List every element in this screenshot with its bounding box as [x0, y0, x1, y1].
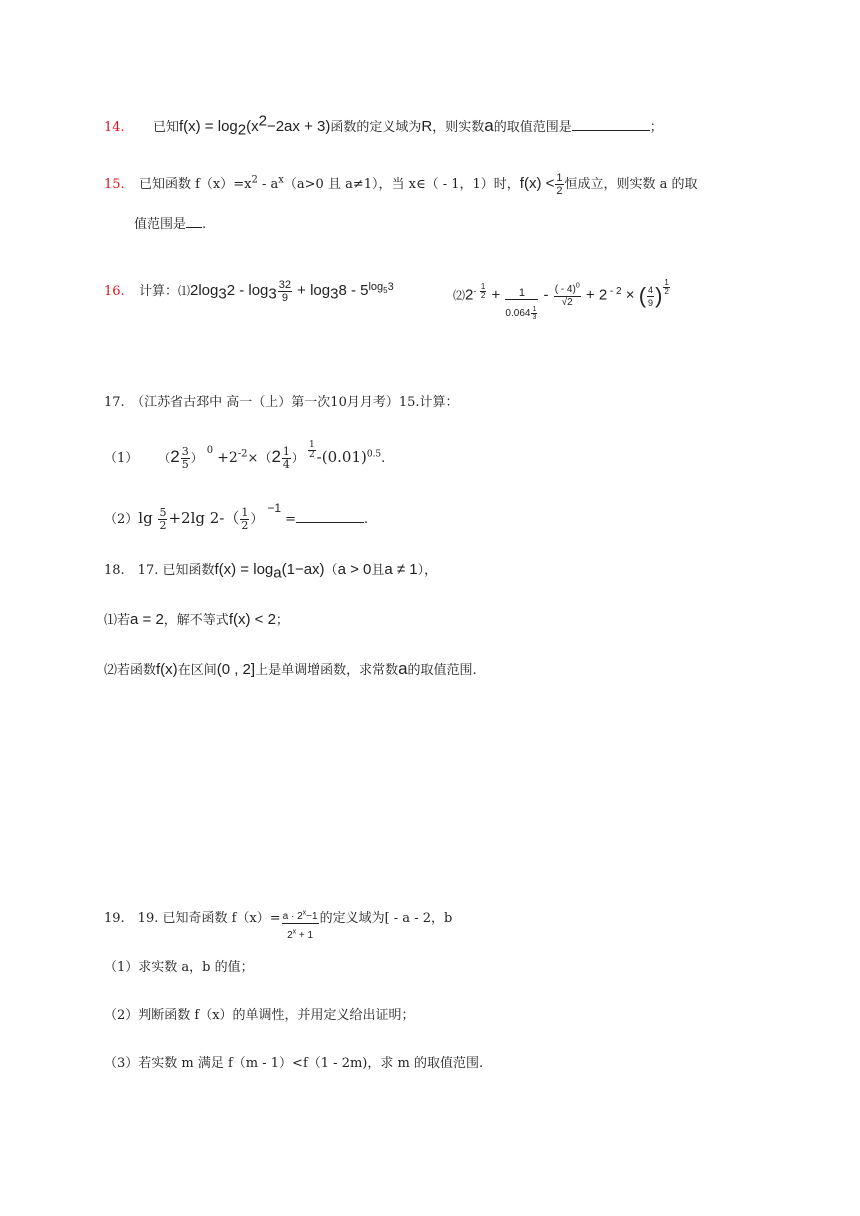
- q14-arg2: −2ax + 3): [266, 118, 331, 135]
- q18-sub1: [104, 610, 289, 631]
- q15-frac-num: 1: [556, 172, 563, 184]
- q17-a12n: 1: [308, 440, 315, 450]
- q14-R: R: [421, 118, 433, 135]
- q17-frac-a3: [181, 446, 190, 471]
- q17-b8: .: [363, 512, 369, 527]
- q14-a: a: [484, 116, 494, 135]
- q16-plus: +: [487, 286, 505, 304]
- q18-s2b: f(x): [156, 661, 178, 678]
- q17-part2-label: （2）: [104, 512, 139, 527]
- q18-s1e: ；: [275, 613, 289, 628]
- q17-a2: 2: [170, 447, 180, 466]
- q18-base: a: [273, 564, 282, 582]
- q14-line: [104, 112, 663, 139]
- q16-e2i: ×: [621, 286, 639, 304]
- q19-sub2: （2）判断函数 f（x）的单调性，并用定义给出证明；: [104, 1008, 415, 1023]
- q18-s2e: 上是单调增函数，求常数: [255, 663, 399, 678]
- q17-a10n: 1: [282, 445, 290, 458]
- q16-e1f: 3: [330, 285, 339, 303]
- q18-s1c: ，解不等式: [163, 613, 229, 628]
- q17-a1: （: [158, 451, 171, 465]
- q18-fx: f(x) = log: [214, 561, 274, 578]
- q18-cond2: a > 0: [337, 561, 372, 578]
- q19-line: [104, 903, 453, 941]
- q16-e1-fraction: [278, 279, 292, 304]
- q14-exp: 2: [258, 112, 267, 130]
- q16-e2-frac2: [554, 284, 581, 309]
- q16-e2jn: 4: [648, 284, 654, 295]
- q16-number: 16.: [104, 284, 125, 299]
- q16-e2en: 1: [480, 282, 486, 292]
- q16-e2a: 2: [465, 286, 474, 304]
- q16-e2jd: 9: [648, 297, 654, 308]
- q16-line: [104, 279, 394, 304]
- q16-e1d: 3: [268, 285, 277, 303]
- q16-e1i: 5: [383, 285, 388, 295]
- q15-text-2: 值范围是: [134, 217, 187, 232]
- q14-mid: 函数的定义域为: [330, 120, 422, 135]
- q16-e2-frac1: [505, 287, 538, 321]
- q15-text-b: - a: [257, 177, 279, 192]
- q18-s2d: (0 , 2]: [216, 661, 256, 678]
- q16-e1h: log: [368, 280, 384, 293]
- q17-part1: [104, 440, 386, 471]
- q14-post: 的取值范围是: [493, 120, 572, 135]
- q16-e1e: + log: [293, 282, 331, 299]
- q15-text-c: （a>0 且 a≠1），当 x∈（ - 1，1）时，: [283, 177, 520, 192]
- q16-e2-frac3: [647, 284, 654, 309]
- q19-fraction: [282, 911, 319, 942]
- q18-head: 18. 17. 已知函数: [104, 563, 215, 578]
- q17-a9: 2: [271, 447, 281, 466]
- q19-den1: 2: [287, 930, 293, 941]
- q17-a7: -2: [237, 448, 248, 460]
- q17-a15: .: [381, 451, 386, 466]
- q17-a6: +2: [217, 450, 238, 466]
- q15-fraction: [555, 172, 563, 197]
- q19-den2: + 1: [296, 930, 314, 941]
- q16-e1j: 3: [387, 280, 394, 293]
- q17-frac-b4: [240, 507, 249, 532]
- q16-e2kd: 2: [664, 287, 669, 296]
- q17-b6: −1: [267, 500, 282, 515]
- q15-answer-blank: [186, 227, 202, 228]
- q16-e2gns: 0: [575, 282, 580, 290]
- q18-cond5: ），: [417, 563, 438, 578]
- q15-frac-den: 2: [556, 185, 563, 197]
- q15-line1: [104, 172, 698, 197]
- q16-e1-frac-num: 32: [278, 279, 291, 291]
- q14-fx: f(x) = log: [178, 118, 238, 135]
- q19-nsup: x: [302, 909, 307, 917]
- q17-frac-b2: [158, 507, 167, 532]
- q19-tail: 的定义域为[ - a - 2，b: [319, 911, 453, 926]
- q15-line2-end: .: [202, 217, 207, 232]
- q16-e1-frac-den: 9: [281, 292, 288, 304]
- q16-e1g: 8 - 5: [338, 282, 369, 299]
- q14-base: 2: [237, 121, 247, 139]
- q16-e2ed: 2: [480, 291, 486, 301]
- q17-a8: ×（: [247, 451, 272, 466]
- q19-sub3: （3）若实数 m 满足 f（m - 1）<f（1 - 2m)，求 m 的取值范围.: [104, 1056, 484, 1071]
- q17-b1: lg: [138, 509, 158, 527]
- q18-cond3: 且: [371, 563, 385, 578]
- q14-answer-blank: [572, 130, 650, 131]
- q17-b2n: 5: [159, 506, 167, 519]
- q16-e2hs: - 2: [607, 286, 622, 298]
- q18-cond1: （: [324, 563, 338, 578]
- q19-num1: a · 2: [282, 911, 303, 922]
- q17-part1-label: （1）: [104, 451, 139, 466]
- q18-s2c: 在区间: [177, 663, 217, 678]
- q14-end: ；: [649, 120, 663, 135]
- q18-s2g: 的取值范围.: [407, 663, 477, 678]
- q17-a5: 0: [206, 444, 214, 456]
- q17-a14: 0.5: [366, 449, 382, 460]
- q18-cond4: a ≠ 1: [384, 561, 418, 578]
- q17-b3: +2lg 2-（: [168, 509, 240, 527]
- q14-prefix: 已知: [152, 120, 179, 135]
- q16-e2fdn: 1: [532, 306, 537, 313]
- q17-answer-blank: [296, 522, 364, 523]
- q16-e1c: 2 - log: [226, 282, 269, 299]
- q19-num2: −1: [306, 911, 318, 922]
- q16-e2fn: 1: [505, 287, 538, 300]
- q16-e2exp: -: [473, 286, 479, 297]
- q16-e2kn: 1: [664, 278, 669, 287]
- q17-frac-a10: [282, 446, 291, 471]
- q18-s2a: ⑵若函数: [104, 663, 157, 678]
- q16-part2: $⑵2^{- \frac{1}{2}}$ + 1 0.064 $\frac{1}{3}$ - $\frac{( - 4)^0}{√2}$ + 2 $^{- 2}$ × ( $\frac{4}{9}$ ) $^{\frac{1}{2}}$: [453, 278, 669, 321]
- q14-number: 14.: [104, 120, 125, 135]
- q15-text-a: 已知函数 f（x）=x: [138, 177, 252, 192]
- q16-part2-label: ⑵: [453, 288, 466, 303]
- q15-ineq: f(x) <: [519, 175, 555, 192]
- q16-e2fdd: 3: [532, 314, 537, 321]
- q16-label: 计算：: [138, 284, 178, 299]
- q17-b7: =: [285, 512, 296, 527]
- q17-a11: ）: [291, 451, 304, 465]
- q17-b4n: 1: [241, 506, 249, 519]
- q17-a12d: 2: [308, 450, 315, 460]
- q17-b4d: 2: [241, 519, 249, 532]
- q15-sup2: x: [278, 174, 284, 186]
- q17-title: 17. （江苏省古邳中 高一（上）第一次10月月考）15.计算：: [104, 395, 459, 410]
- q17-b5: ）: [250, 512, 264, 527]
- q16-part1-label: ⑴: [177, 284, 190, 298]
- q18-sub2: [104, 659, 477, 681]
- q17-a10d: 4: [282, 458, 290, 471]
- q17-part2: [104, 500, 369, 532]
- q18-s1b: a = 2: [130, 611, 164, 628]
- q17-a13: -(0.01): [316, 448, 367, 466]
- q19-sub1: （1）求实数 a，b 的值；: [104, 960, 254, 975]
- q16-e1a: 2log: [190, 282, 219, 299]
- q18-s1d: f(x) < 2: [228, 611, 276, 628]
- q17-a3n: 3: [181, 445, 189, 458]
- q16-e1b: 3: [218, 285, 227, 303]
- q15-line2: [134, 215, 206, 235]
- q14-mid2: ，则实数: [432, 120, 485, 135]
- q18-arg: (1−ax): [281, 561, 325, 578]
- q18-s2f: a: [398, 659, 408, 678]
- q17-b2d: 2: [159, 519, 167, 532]
- q19-dsup: x: [292, 928, 297, 936]
- q15-text-d: 恒成立，则实数 a 的取: [564, 177, 698, 192]
- q14-arg1: (x: [246, 118, 259, 135]
- q16-e2gn: ( - 4): [554, 283, 576, 295]
- q15-number: 15.: [104, 177, 125, 192]
- q16-e2gd: √2: [561, 296, 573, 308]
- q18-line: [104, 560, 437, 581]
- q19-head: 19. 19. 已知奇函数 f（x）=: [104, 911, 281, 926]
- q18-s1a: ⑴若: [104, 613, 131, 628]
- q15-sup1: 2: [251, 174, 258, 186]
- q16-minus: -: [539, 286, 553, 304]
- q16-e2fd: 0.064: [505, 308, 531, 320]
- q16-e2h: + 2: [581, 286, 608, 304]
- q17-a3d: 5: [181, 458, 189, 471]
- q17-a4: ）: [190, 451, 203, 465]
